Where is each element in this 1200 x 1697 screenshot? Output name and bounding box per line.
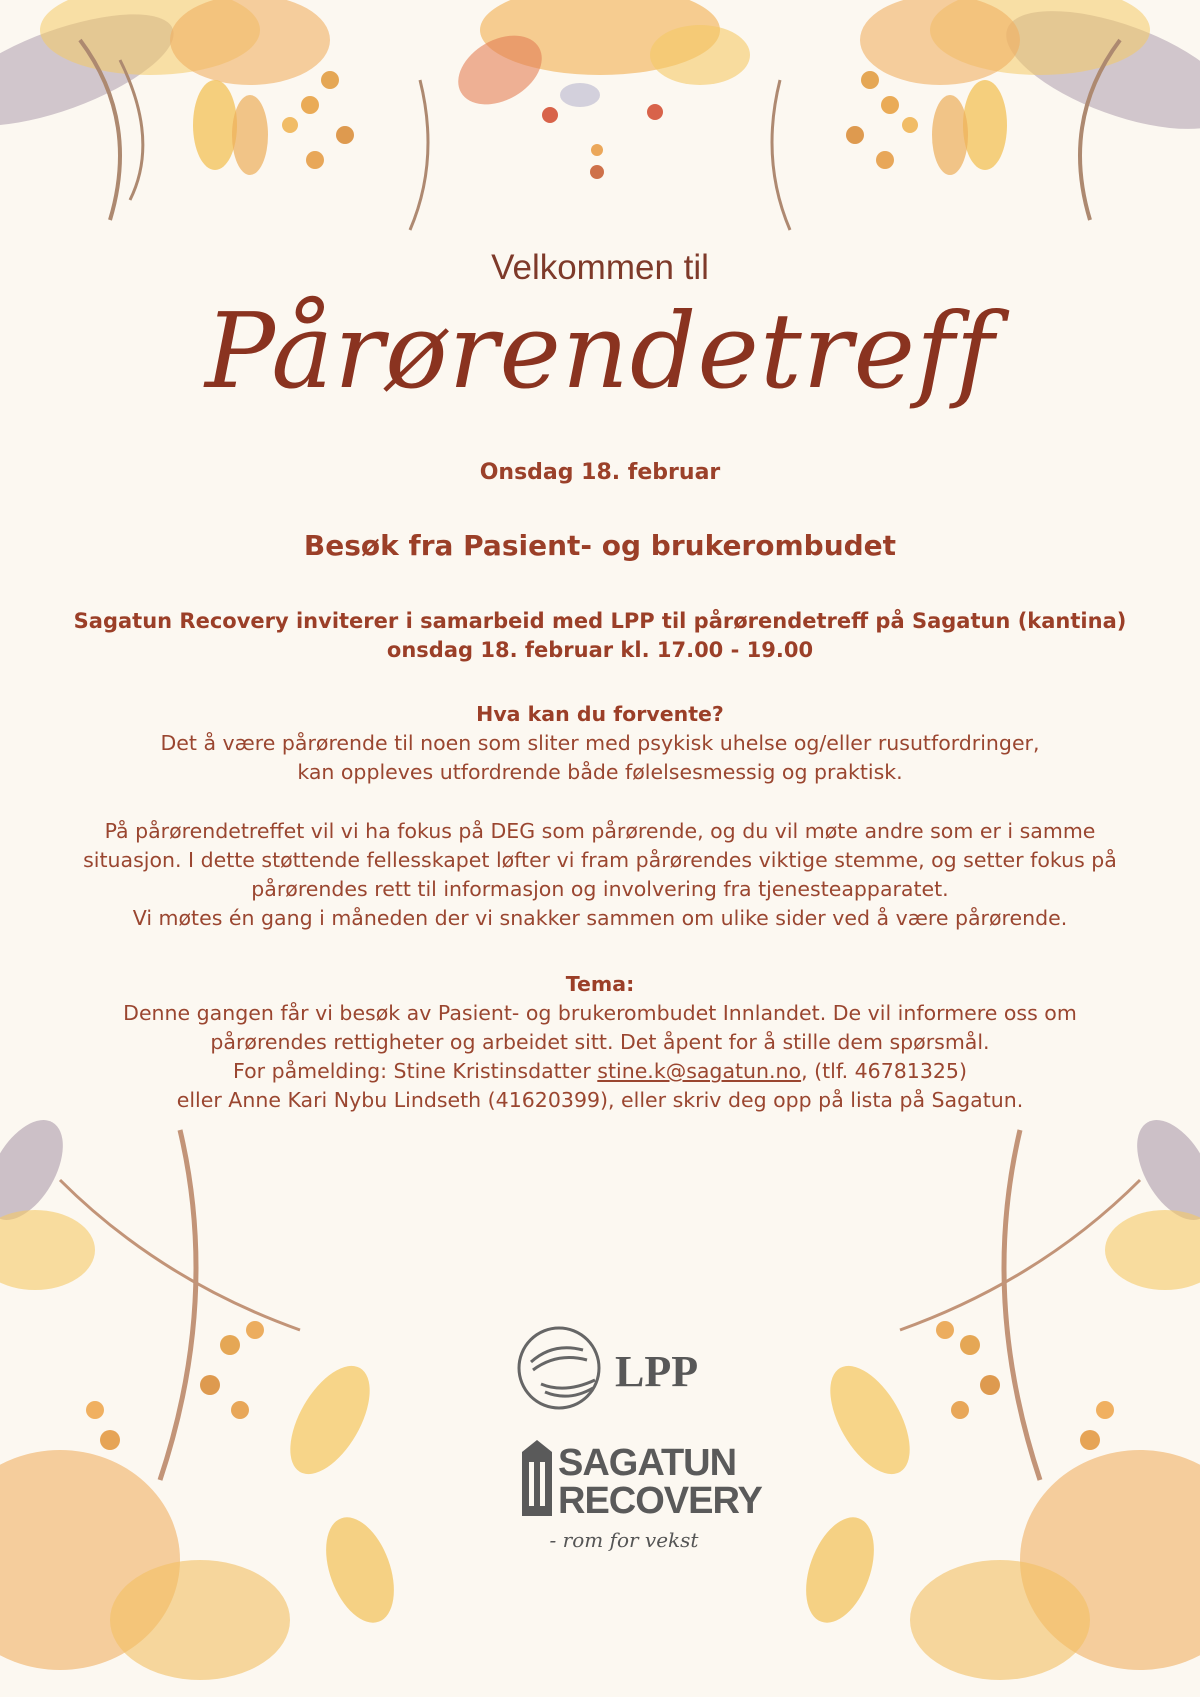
event-headline: Besøk fra Pasient- og brukerombudet xyxy=(303,529,897,562)
focus-line: Vi møtes én gang i måneden der vi snakker sammen om ulike sider ved å være pårørende. xyxy=(132,906,1068,930)
focus-section xyxy=(0,817,1200,933)
theme-line: eller Anne Kari Nybu Lindseth (41620399), eller skriv deg opp på lista på Sagatun. xyxy=(176,1088,1024,1112)
focus-line: På pårørendetreffet vil vi ha fokus på DEG som pårørende, og du vil møte andre som er i samme xyxy=(104,819,1096,843)
sagatun-logo-line2: RECOVERY xyxy=(558,1480,762,1522)
focus-line: situasjon. I dette støttende fellesskapet løfter vi fram pårørendes viktige stemme, og setter fokus på xyxy=(83,848,1117,872)
page-title: Pårørendetreff xyxy=(204,290,996,412)
theme-line: Denne gangen får vi besøk av Pasient- og brukerombudet Innlandet. De vil informere oss om xyxy=(123,1001,1077,1025)
registration-phone: , (tlf. 46781325) xyxy=(801,1059,967,1083)
theme-heading: Tema: xyxy=(565,972,635,996)
expect-section xyxy=(0,700,1200,787)
expect-line: kan oppleves utfordrende både følelsesmessig og praktisk. xyxy=(297,760,903,784)
registration-text: For påmelding: Stine Kristinsdatter xyxy=(233,1059,598,1083)
welcome-text: Velkommen til xyxy=(491,248,709,287)
invitation-line: Sagatun Recovery inviterer i samarbeid med LPP til pårørendetreff på Sagatun (kantina) xyxy=(73,609,1127,633)
email-link[interactable]: stine.k@sagatun.no xyxy=(597,1059,802,1083)
sagatun-tagline: - rom for vekst xyxy=(549,1528,699,1552)
focus-line: pårørendes rett til informasjon og involvering fra tjenesteapparatet. xyxy=(251,877,949,901)
invitation-time: onsdag 18. februar kl. 17.00 - 19.00 xyxy=(386,638,814,662)
sagatun-logo-line1: SAGATUN xyxy=(558,1442,737,1484)
lpp-logo-text: LPP xyxy=(615,1347,699,1396)
event-date: Onsdag 18. februar xyxy=(479,460,721,485)
registration-line xyxy=(0,1057,1200,1086)
expect-line: Det å være pårørende til noen som sliter med psykisk uhelse og/eller rusutfordringer, xyxy=(160,731,1040,755)
invitation-text xyxy=(0,607,1200,665)
expect-heading: Hva kan du forvente? xyxy=(476,702,724,726)
theme-section xyxy=(0,970,1200,1115)
theme-line: pårørendes rettigheter og arbeidet sitt. Det åpent for å stille dem spørsmål. xyxy=(210,1030,990,1054)
